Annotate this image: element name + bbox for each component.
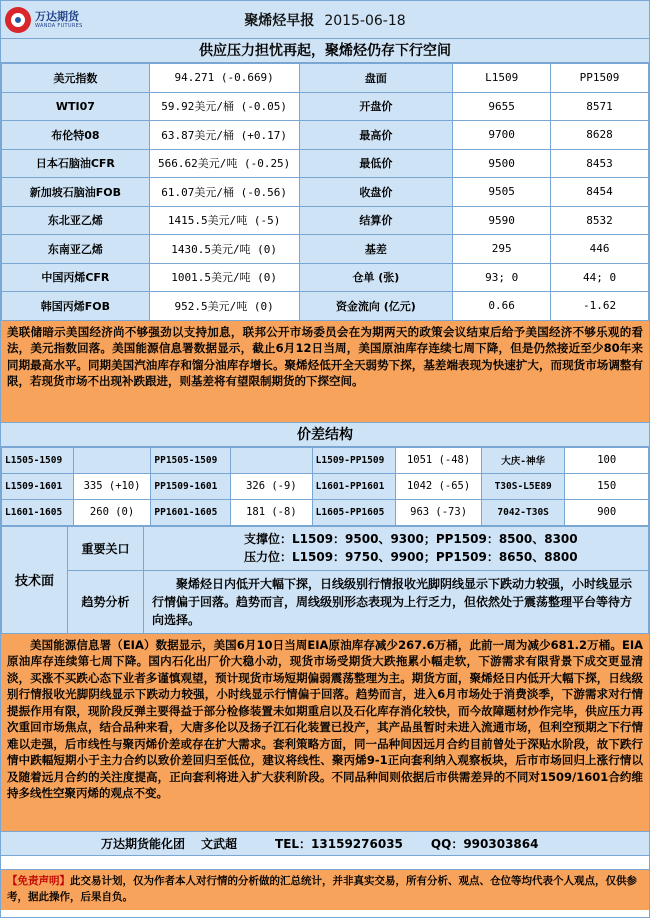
market-row — [2, 121, 649, 150]
team-name: 万达期货能化团 — [101, 836, 186, 851]
spread-value — [73, 447, 151, 473]
spread-pair: L1601-PP1601 — [312, 473, 396, 499]
indicator-name: 东南亚乙烯 — [2, 235, 150, 264]
wanda-logo-icon — [5, 7, 31, 33]
pp1509-value: 8571 — [551, 92, 649, 121]
disclaimer-text: 此交易计划，仅为作者本人对行情的分析做的汇总统计，并非真实交易，所有分析、观点、仓位等均代表个人观点，仅供参考，据此操作，后果自负。 — [7, 874, 637, 903]
report-title — [89, 10, 649, 30]
futures-item: 收盘价 — [299, 178, 453, 207]
indicator-value: 1001.5美元/吨 (0) — [149, 263, 299, 292]
market-row — [2, 64, 649, 93]
pp1509-value: 44; 0 — [551, 263, 649, 292]
indicator-name: 美元指数 — [2, 64, 150, 93]
l1509-value: 9500 — [453, 149, 551, 178]
spread-pair: 大庆-神华 — [481, 447, 565, 473]
futures-item: 仓单 (张) — [299, 263, 453, 292]
author-phone: TEL：13159276035 — [275, 836, 403, 851]
logo-text-en: WANDA FUTURES — [35, 22, 83, 29]
market-row — [2, 292, 649, 321]
l1509-value: 93; 0 — [453, 263, 551, 292]
technical-table — [1, 526, 649, 634]
pp1509-value: 8454 — [551, 178, 649, 207]
report-name: 聚烯烃早报 — [244, 12, 315, 29]
resistance-levels: 压力位：L1509：9750、9900；PP1509：8650、8800 — [244, 550, 578, 564]
indicator-value: 61.07美元/桶 (-0.56) — [149, 178, 299, 207]
disclaimer — [1, 870, 649, 910]
author-name: 文武超 — [201, 836, 238, 851]
l1509-value: 9700 — [453, 121, 551, 150]
spread-pair: T30S-L5E89 — [481, 473, 565, 499]
spread-value: 1042 (-65) — [396, 473, 482, 499]
spread-pair: L1605-PP1605 — [312, 499, 396, 525]
market-row — [2, 235, 649, 264]
indicator-value: 566.62美元/吨 (-0.25) — [149, 149, 299, 178]
spread-value: 1051 (-48) — [396, 447, 482, 473]
logo-text-cn: 万达期货 — [35, 9, 79, 23]
market-row — [2, 178, 649, 207]
trend-analysis: 聚烯烃日内低开大幅下探，日线级别行情报收光脚阴线显示下跌动力较强，小时线显示行情偏于回落。趋势而言，周线级别形态表现为上行乏力，但依然处于震荡整理平台等待方向选择。 — [144, 570, 649, 633]
spread-value: 900 — [565, 499, 649, 525]
indicator-name: 布伦特08 — [2, 121, 150, 150]
l1509-value: 9590 — [453, 206, 551, 235]
spread-pair: L1601-1605 — [2, 499, 74, 525]
market-row — [2, 149, 649, 178]
spread-pair: L1509-1601 — [2, 473, 74, 499]
pp1509-value: 8453 — [551, 149, 649, 178]
wanda-logo — [1, 1, 89, 39]
spread-row — [2, 447, 649, 473]
l1509-value: 9505 — [453, 178, 551, 207]
indicator-value: 952.5美元/吨 (0) — [149, 292, 299, 321]
spread-value: 260 (0) — [73, 499, 151, 525]
market-summary: 美联储暗示美国经济尚不够强劲以支持加息，联邦公开市场委员会在为期两天的政策会议结束后给予美国经济不够乐观的看法，美元指数回落。美国能源信息署数据显示，截止6月12日当周，美国原油库存连续七周下降，但是仍然接近至少80年来同期最高水平。同期美国汽油库存和馏分油库存增长。聚烯烃低开全天弱势下探，基差端表现为快速扩大，而现货市场调整有限，若现货市场不出现补跌跟进，则基差将有望限制期货的下探空间。 — [1, 321, 649, 423]
spread-pair: L1505-1509 — [2, 447, 74, 473]
author-qq: QQ：990303864 — [430, 836, 539, 851]
l1509-value: L1509 — [453, 64, 551, 93]
spread-pair: PP1601-1605 — [151, 499, 231, 525]
headline: 供应压力担忧再起，聚烯烃仍存下行空间 — [1, 39, 649, 63]
spread-value: 963 (-73) — [396, 499, 482, 525]
indicator-value: 59.92美元/桶 (-0.05) — [149, 92, 299, 121]
support-levels: 支撑位：L1509：9500、9300；PP1509：8500、8300 — [244, 532, 578, 546]
l1509-value: 9655 — [453, 92, 551, 121]
futures-item: 资金流向 (亿元) — [299, 292, 453, 321]
indicator-value: 63.87美元/桶 (+0.17) — [149, 121, 299, 150]
indicator-value: 94.271 (-0.669) — [149, 64, 299, 93]
futures-item: 最低价 — [299, 149, 453, 178]
spread-value: 150 — [565, 473, 649, 499]
l1509-value: 295 — [453, 235, 551, 264]
futures-item: 开盘价 — [299, 92, 453, 121]
l1509-value: 0.66 — [453, 292, 551, 321]
indicator-name: 新加坡石脑油FOB — [2, 178, 150, 207]
spread-value: 326 (-9) — [231, 473, 313, 499]
spread-pair: PP1509-1601 — [151, 473, 231, 499]
futures-item: 结算价 — [299, 206, 453, 235]
indicator-name: 东北亚乙烯 — [2, 206, 150, 235]
pp1509-value: PP1509 — [551, 64, 649, 93]
spread-pair: L1509-PP1509 — [312, 447, 396, 473]
market-table — [1, 63, 649, 321]
indicator-name: WTI07 — [2, 92, 150, 121]
technical-label: 技术面 — [2, 526, 68, 633]
key-levels — [144, 526, 649, 570]
market-row — [2, 206, 649, 235]
futures-item: 最高价 — [299, 121, 453, 150]
market-analysis: 美国能源信息署（EIA）数据显示，美国6月10日当周EIA原油库存减少267.6万桶，此前一周为减少681.2万桶。EIA原油库存连续第七周下降。国内石化出厂价大稳小动，现货市场受期货大跌拖累小幅走软，下游需求有限背景下成交更显清淡，买涨不买跌心态下业者多谨慎观望，预计现货市场短期偏弱震荡整理为主。期货方面，聚烯烃日内低开大幅下探，日线级别行情报收光脚阴线显示下跌动力较强，小时线显示行情偏于回落。趋势而言，进入6月市场处于消费淡季，下游需求对行情提振作用有限，现阶段反弹主要得益于部分检修装置未如期重启以及石化库存消化较快，而今故障题材炒作完毕，供应压力再次重回市场焦点，结合品种来看，大唐多伦以及扬子江石化装置已投产，其产品虽暂时未进入流通市场，但利空预期之下行情难以走强，后市线性与聚丙烯价差或存在扩大需求。套利策略方面，同一品种间因远月合约目前曾处于深贴水阶段，故下跌行情中跌幅短期小于主力合约以致价差回归至低位，建议将线性、聚丙烯9-1正向套利纳入观察板块，后市市场回归上涨行情以及随着远月合约的关注度提高，正向套利将进入扩大获利阶段。不同品种间则依据后市供需差异的不同对1509/1601合约维持多线性空聚丙烯的观点不变。 — [1, 634, 649, 832]
market-row — [2, 263, 649, 292]
market-row — [2, 92, 649, 121]
indicator-value: 1430.5美元/吨 (0) — [149, 235, 299, 264]
pp1509-value: 446 — [551, 235, 649, 264]
spread-pair: PP1505-1509 — [151, 447, 231, 473]
futures-item: 盘面 — [299, 64, 453, 93]
report-date: 2015-06-18 — [324, 12, 406, 29]
pp1509-value: 8532 — [551, 206, 649, 235]
indicator-name: 日本石脑油CFR — [2, 149, 150, 178]
disclaimer-tag: 【免责声明】 — [7, 874, 70, 887]
spread-title: 价差结构 — [1, 423, 649, 447]
indicator-value: 1415.5美元/吨 (-5) — [149, 206, 299, 235]
pp1509-value: 8628 — [551, 121, 649, 150]
futures-item: 基差 — [299, 235, 453, 264]
spread-row — [2, 499, 649, 525]
spread-row — [2, 473, 649, 499]
spread-pair: 7042-T30S — [481, 499, 565, 525]
spread-table — [1, 447, 649, 526]
spread-value: 100 — [565, 447, 649, 473]
levels-label: 重要关口 — [68, 526, 144, 570]
report-header — [1, 1, 649, 39]
footer-gap — [1, 856, 649, 870]
pp1509-value: -1.62 — [551, 292, 649, 321]
indicator-name: 韩国丙烯FOB — [2, 292, 150, 321]
contact-footer — [1, 832, 649, 856]
spread-value — [231, 447, 313, 473]
spread-value: 335 (+10) — [73, 473, 151, 499]
trend-label: 趋势分析 — [68, 570, 144, 633]
spread-value: 181 (-8) — [231, 499, 313, 525]
indicator-name: 中国丙烯CFR — [2, 263, 150, 292]
